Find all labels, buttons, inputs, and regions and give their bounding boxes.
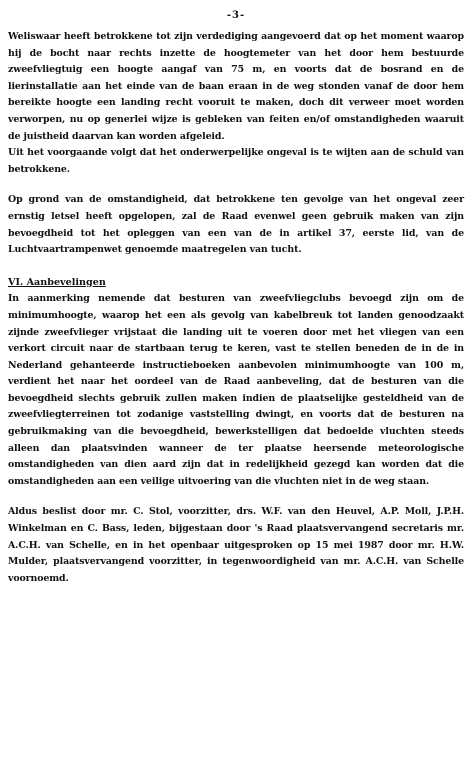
paragraph-recommendation: In aanmerking nemende dat besturen van zweefvliegclubs bevoegd zijn om de minimumhoogte, waarop het een als gevolg van kabelbreuk tot landen genoodzaakt zijnde zweefvlieger vrijstaat die landing uit te voeren door met het vliegen van een verkort circuit naar de startbaan terug te keren, vast te stellen beneden de in de in Nederland gehanteerde instructieboeken aanbevolen minimumhoogte van 100 m, verdient het naar het oordeel van de Raad aanbeveling, dat de besturen van die bevoegdheid slechts gebruik zullen maken indien de plaatselijke gesteldheid van de zweefvliegterreinen tot zodanige vaststelling dwingt, en voorts dat de besturen na gebruikmaking van die bevoegdheid, bewerkstelligen dat bedoelde vluchten steeds alleen dan plaatsvinden wanneer de ter plaatse heersende meteorologische omstandigheden van dien aard zijn dat in redelijkheid gezegd kan worden dat die omstandigheden aan een veilige uitvoering van die vluchten niet in de weg staan.: [8, 293, 464, 487]
paragraph-sanction: Op grond van de omstandigheid, dat betrokkene ten gevolge van het ongeval zeer ernstig letsel heeft opgelopen, zal de Raad evenwel geen gebruik maken van zijn bevoegdheid tot het opleggen van een van de in artikel 37, eerste lid, van de Luchtvaartrampenwet genoemde maatregelen van tucht.: [8, 194, 464, 256]
paragraph-signatories: Aldus beslist door mr. C. Stol, voorzitter, drs. W.F. van den Heuvel, A.P. Moll, J.P.H. Winkelman en C. Bass, leden, bijgestaan door 's Raad plaatsvervangend secretaris mr. A.C.H. van Schelle, en in het openbaar uitgesproken op 15 mei 1987 door mr. H.W. Mulder, plaatsvervangend voorzitter, in tegenwoordigheid van mr. A.C.H. van Schelle voornoemd.: [8, 506, 464, 584]
section-heading-recommendations: VI. Aanbevelingen: [8, 276, 106, 288]
paragraph-conclusion: Uit het voorgaande volgt dat het onderwerpelijke ongeval is te wijten aan de schuld van betrokkene.: [8, 147, 464, 175]
page-number: -3-: [226, 10, 246, 21]
paragraph-defense: Weliswaar heeft betrokkene tot zijn verdediging aangevoerd dat op het moment waarop hij de bocht naar rechts inzette de hoogtemeter van het door hem bestuurde zweefvliegtuig een hoogte aangaf van 75 m, en voorts dat de bosrand en de lierinstallatie aan het einde van de baan eraan in de weg stonden vanaf de door hem bereikte hoogte een landing recht vooruit te maken, doch dit verweer moet worden verworpen, nu op generlei wijze is gebleken van feiten en/of omstandigheden waaruit de juistheid daarvan kan worden afgeleid.: [8, 31, 464, 142]
